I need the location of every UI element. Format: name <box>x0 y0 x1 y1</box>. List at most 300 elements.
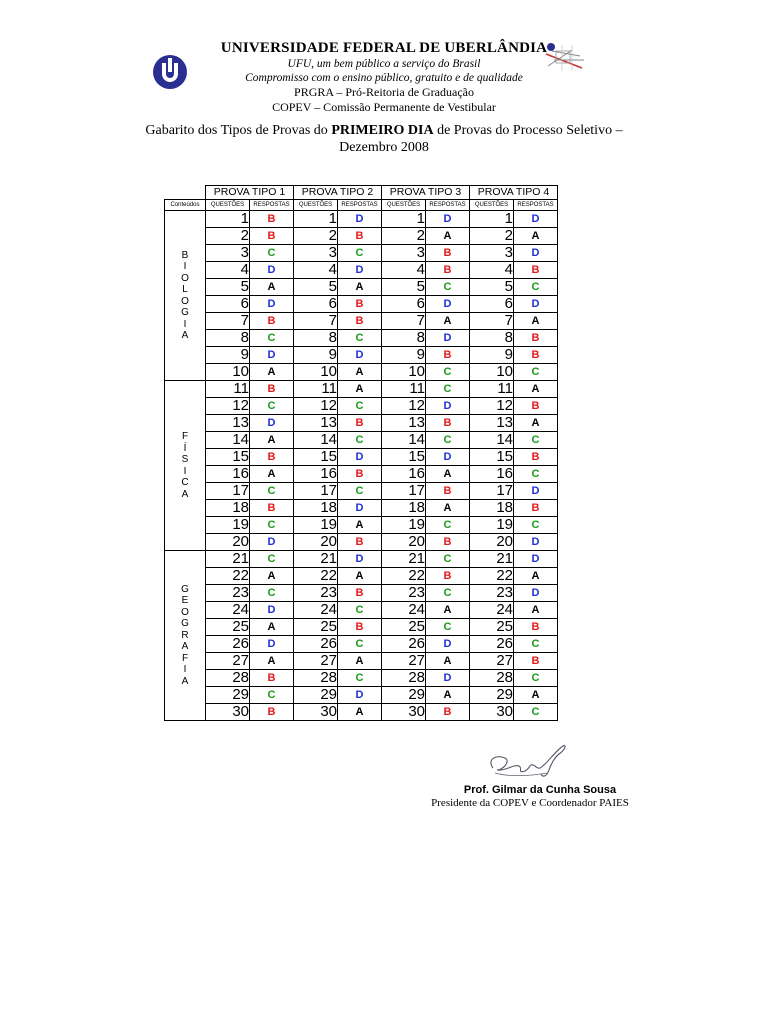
answer-cell: A <box>250 466 294 483</box>
answer-cell: A <box>250 364 294 381</box>
prova-tipo-3-header: PROVA TIPO 3 <box>382 186 470 200</box>
questoes-header: QUESTÕES <box>294 200 338 211</box>
question-number: 24 <box>294 602 338 619</box>
question-number: 1 <box>294 211 338 228</box>
question-number: 17 <box>206 483 250 500</box>
office-prgra: PRGRA – Pró-Reitoria de Graduação <box>294 85 474 99</box>
question-number: 25 <box>470 619 514 636</box>
answer-cell: C <box>338 432 382 449</box>
answer-cell: B <box>514 398 558 415</box>
answer-cell: A <box>514 687 558 704</box>
section-geografia <box>165 551 206 721</box>
question-number: 19 <box>470 517 514 534</box>
respostas-header: RESPOSTAS <box>250 200 294 211</box>
question-number: 22 <box>470 568 514 585</box>
section-letter: R <box>181 629 189 641</box>
section-label <box>165 584 205 688</box>
question-number: 23 <box>294 585 338 602</box>
answer-cell: D <box>250 262 294 279</box>
question-number: 14 <box>206 432 250 449</box>
answer-cell: C <box>426 517 470 534</box>
answer-cell: A <box>338 653 382 670</box>
answer-cell: A <box>250 568 294 585</box>
question-number: 26 <box>382 636 426 653</box>
section-letter: O <box>181 295 189 307</box>
answer-cell: D <box>338 262 382 279</box>
answer-cell: D <box>514 245 558 262</box>
answer-cell: B <box>514 347 558 364</box>
answer-cell: B <box>514 330 558 347</box>
answer-cell: A <box>426 687 470 704</box>
table-row <box>165 347 558 364</box>
question-number: 18 <box>470 500 514 517</box>
answer-cell: D <box>426 449 470 466</box>
section-letter: G <box>181 583 189 595</box>
question-number: 22 <box>206 568 250 585</box>
table-row <box>165 585 558 602</box>
answer-cell: A <box>514 602 558 619</box>
section-letter: B <box>181 249 189 261</box>
answer-cell: D <box>338 500 382 517</box>
question-number: 9 <box>206 347 250 364</box>
question-number: 17 <box>382 483 426 500</box>
answer-cell: B <box>338 585 382 602</box>
questoes-header: QUESTÕES <box>206 200 250 211</box>
question-number: 8 <box>470 330 514 347</box>
question-number: 15 <box>294 449 338 466</box>
answer-cell: B <box>250 228 294 245</box>
questoes-header: QUESTÕES <box>470 200 514 211</box>
question-number: 7 <box>382 313 426 330</box>
answer-cell: C <box>250 398 294 415</box>
section-letter: A <box>181 641 189 653</box>
signatory-name: Prof. Gilmar da Cunha Sousa <box>463 784 617 796</box>
answer-cell: C <box>250 585 294 602</box>
answer-cell: B <box>514 262 558 279</box>
prova-tipo-2-header: PROVA TIPO 2 <box>294 186 382 200</box>
question-number: 26 <box>206 636 250 653</box>
question-number: 6 <box>206 296 250 313</box>
question-number: 2 <box>294 228 338 245</box>
question-number: 29 <box>470 687 514 704</box>
answer-cell: C <box>514 432 558 449</box>
table-row <box>165 602 558 619</box>
answer-cell: A <box>426 653 470 670</box>
question-number: 10 <box>294 364 338 381</box>
question-number: 1 <box>382 211 426 228</box>
question-number: 12 <box>206 398 250 415</box>
section-letter: O <box>181 606 189 618</box>
question-number: 23 <box>382 585 426 602</box>
question-number: 18 <box>382 500 426 517</box>
table-row <box>165 364 558 381</box>
answer-cell: C <box>338 636 382 653</box>
answer-cell: A <box>426 313 470 330</box>
section-letter: E <box>181 595 189 607</box>
question-number: 21 <box>382 551 426 568</box>
answer-cell: A <box>338 381 382 398</box>
question-number: 5 <box>206 279 250 296</box>
answer-cell: D <box>514 483 558 500</box>
answer-cell: D <box>338 551 382 568</box>
question-number: 7 <box>206 313 250 330</box>
question-number: 1 <box>206 211 250 228</box>
table-row <box>165 568 558 585</box>
question-number: 20 <box>206 534 250 551</box>
title-date: Dezembro 2008 <box>339 140 429 155</box>
question-number: 3 <box>382 245 426 262</box>
question-number: 4 <box>206 262 250 279</box>
answer-cell: B <box>426 347 470 364</box>
section-letter: A <box>181 675 189 687</box>
question-number: 23 <box>470 585 514 602</box>
question-number: 8 <box>294 330 338 347</box>
answer-cell: B <box>338 466 382 483</box>
section-letter: G <box>181 618 189 630</box>
prova-tipo-4-header: PROVA TIPO 4 <box>470 186 558 200</box>
signature-image <box>485 740 575 785</box>
question-number: 16 <box>470 466 514 483</box>
question-number: 22 <box>294 568 338 585</box>
answer-cell: D <box>426 670 470 687</box>
question-number: 30 <box>206 704 250 721</box>
answer-cell: D <box>338 687 382 704</box>
answer-cell: C <box>338 483 382 500</box>
answer-cell: B <box>250 381 294 398</box>
question-number: 20 <box>294 534 338 551</box>
table-row <box>165 432 558 449</box>
answer-cell: C <box>338 330 382 347</box>
question-number: 3 <box>294 245 338 262</box>
question-number: 8 <box>206 330 250 347</box>
answer-cell: D <box>250 636 294 653</box>
table-row <box>165 262 558 279</box>
table-row <box>165 517 558 534</box>
question-number: 11 <box>470 381 514 398</box>
question-number: 18 <box>294 500 338 517</box>
question-number: 8 <box>382 330 426 347</box>
question-number: 5 <box>294 279 338 296</box>
question-number: 20 <box>382 534 426 551</box>
question-number: 28 <box>294 670 338 687</box>
table-row <box>165 330 558 347</box>
table-row <box>165 704 558 721</box>
answer-cell: A <box>426 500 470 517</box>
question-number: 28 <box>382 670 426 687</box>
answer-cell: D <box>426 398 470 415</box>
question-number: 16 <box>294 466 338 483</box>
answer-cell: D <box>426 330 470 347</box>
question-number: 5 <box>382 279 426 296</box>
answer-cell: B <box>426 415 470 432</box>
section-letter: I <box>183 664 187 676</box>
title-bold: PRIMEIRO DIA <box>331 123 434 138</box>
question-number: 2 <box>382 228 426 245</box>
answer-cell: C <box>514 279 558 296</box>
table-row <box>165 687 558 704</box>
answer-cell: C <box>338 670 382 687</box>
question-number: 19 <box>382 517 426 534</box>
answer-cell: C <box>426 381 470 398</box>
question-number: 13 <box>382 415 426 432</box>
answer-cell: D <box>514 551 558 568</box>
answer-cell: D <box>250 534 294 551</box>
answer-cell: B <box>426 483 470 500</box>
table-row <box>165 449 558 466</box>
question-number: 7 <box>294 313 338 330</box>
answer-cell: B <box>338 296 382 313</box>
question-number: 10 <box>206 364 250 381</box>
answer-cell: A <box>426 602 470 619</box>
question-number: 6 <box>382 296 426 313</box>
answer-cell: C <box>426 551 470 568</box>
answer-cell: A <box>338 364 382 381</box>
question-number: 14 <box>382 432 426 449</box>
answer-cell: C <box>338 245 382 262</box>
table-row <box>165 483 558 500</box>
question-number: 10 <box>470 364 514 381</box>
question-number: 28 <box>470 670 514 687</box>
tagline-1: UFU, um bem público a serviço do Brasil <box>287 58 481 70</box>
table-row <box>165 279 558 296</box>
answer-cell: C <box>250 517 294 534</box>
title-post: de Provas do Processo Seletivo – <box>433 123 623 138</box>
answer-cell: A <box>514 568 558 585</box>
answer-cell: A <box>250 653 294 670</box>
answer-cell: A <box>338 517 382 534</box>
answer-cell: D <box>250 602 294 619</box>
answer-cell: C <box>514 364 558 381</box>
section-letter: L <box>182 284 188 295</box>
question-number: 25 <box>206 619 250 636</box>
question-number: 5 <box>470 279 514 296</box>
question-number: 12 <box>294 398 338 415</box>
question-number: 15 <box>382 449 426 466</box>
sub-header-row <box>165 200 558 211</box>
section-letter: I <box>183 465 187 477</box>
question-number: 4 <box>382 262 426 279</box>
answer-cell: C <box>338 398 382 415</box>
question-number: 12 <box>470 398 514 415</box>
answer-cell: A <box>338 704 382 721</box>
section-letter: G <box>181 307 189 318</box>
answer-cell: D <box>426 211 470 228</box>
question-number: 9 <box>294 347 338 364</box>
answer-cell: B <box>514 449 558 466</box>
question-number: 23 <box>206 585 250 602</box>
section-letter: Í <box>183 442 187 454</box>
answer-cell: B <box>338 415 382 432</box>
question-number: 27 <box>206 653 250 670</box>
question-number: 28 <box>206 670 250 687</box>
question-number: 17 <box>294 483 338 500</box>
table-row <box>165 534 558 551</box>
question-number: 21 <box>470 551 514 568</box>
answer-cell: A <box>514 381 558 398</box>
question-number: 10 <box>382 364 426 381</box>
section-letter: O <box>181 272 189 284</box>
answer-cell: B <box>338 313 382 330</box>
table-row <box>165 245 558 262</box>
question-number: 25 <box>382 619 426 636</box>
answer-cell: A <box>250 619 294 636</box>
question-number: 21 <box>294 551 338 568</box>
answer-key-table <box>164 185 558 721</box>
question-number: 27 <box>382 653 426 670</box>
question-number: 13 <box>206 415 250 432</box>
answer-cell: C <box>426 279 470 296</box>
answer-cell: B <box>426 262 470 279</box>
table-row <box>165 415 558 432</box>
answer-cell: B <box>338 619 382 636</box>
question-number: 25 <box>294 619 338 636</box>
answer-cell: A <box>514 228 558 245</box>
answer-cell: A <box>426 466 470 483</box>
title-pre: Gabarito dos Tipos de Provas do <box>145 123 332 138</box>
question-number: 18 <box>206 500 250 517</box>
answer-cell: D <box>426 296 470 313</box>
answer-cell: D <box>338 211 382 228</box>
section-label <box>165 431 205 500</box>
university-name: UNIVERSIDADE FEDERAL DE UBERLÂNDIA <box>220 40 548 56</box>
table-row <box>165 381 558 398</box>
question-number: 15 <box>206 449 250 466</box>
answer-cell: D <box>338 449 382 466</box>
answer-cell: D <box>250 347 294 364</box>
question-number: 9 <box>382 347 426 364</box>
answer-cell: B <box>250 704 294 721</box>
answer-cell: A <box>250 279 294 296</box>
question-number: 12 <box>382 398 426 415</box>
table-row <box>165 500 558 517</box>
question-number: 26 <box>470 636 514 653</box>
answer-cell: C <box>250 245 294 262</box>
question-number: 2 <box>470 228 514 245</box>
question-number: 1 <box>470 211 514 228</box>
section-letter: I <box>183 318 187 330</box>
answer-cell: C <box>514 636 558 653</box>
document-header <box>0 40 768 115</box>
answer-cell: C <box>514 704 558 721</box>
question-number: 4 <box>294 262 338 279</box>
answer-cell: C <box>426 364 470 381</box>
question-number: 21 <box>206 551 250 568</box>
signatory-role: Presidente da COPEV e Coordenador PAIES <box>431 797 629 809</box>
answer-cell: B <box>250 500 294 517</box>
section-letter: I <box>183 261 187 272</box>
answer-cell: B <box>426 534 470 551</box>
question-number: 14 <box>294 432 338 449</box>
question-number: 3 <box>470 245 514 262</box>
question-number: 16 <box>206 466 250 483</box>
question-number: 14 <box>470 432 514 449</box>
section-letter: A <box>181 488 189 500</box>
question-number: 15 <box>470 449 514 466</box>
answer-cell: D <box>514 211 558 228</box>
question-number: 24 <box>206 602 250 619</box>
question-number: 6 <box>294 296 338 313</box>
answer-cell: B <box>514 619 558 636</box>
answer-cell: D <box>426 636 470 653</box>
answer-cell: C <box>426 619 470 636</box>
question-number: 6 <box>470 296 514 313</box>
section-label <box>165 250 205 342</box>
answer-cell: D <box>514 534 558 551</box>
answer-cell: A <box>338 568 382 585</box>
question-number: 16 <box>382 466 426 483</box>
answer-cell: C <box>426 585 470 602</box>
section-letter: S <box>181 454 189 465</box>
answer-cell: B <box>426 568 470 585</box>
question-number: 30 <box>382 704 426 721</box>
page-title <box>0 122 768 156</box>
table-row <box>165 653 558 670</box>
answer-cell: C <box>426 432 470 449</box>
table-row <box>165 636 558 653</box>
section-física <box>165 381 206 551</box>
answer-cell: C <box>250 551 294 568</box>
table-row <box>165 551 558 568</box>
respostas-header: RESPOSTAS <box>514 200 558 211</box>
answer-cell: C <box>250 687 294 704</box>
question-number: 29 <box>294 687 338 704</box>
answer-cell: C <box>514 517 558 534</box>
answer-cell: D <box>250 415 294 432</box>
question-number: 17 <box>470 483 514 500</box>
question-number: 19 <box>294 517 338 534</box>
question-number: 24 <box>382 602 426 619</box>
questoes-header: QUESTÕES <box>382 200 426 211</box>
question-number: 11 <box>206 381 250 398</box>
answer-cell: A <box>514 313 558 330</box>
question-number: 24 <box>470 602 514 619</box>
blank-corner <box>165 186 206 200</box>
answer-cell: D <box>514 296 558 313</box>
table-row <box>165 466 558 483</box>
question-number: 30 <box>294 704 338 721</box>
question-number: 7 <box>470 313 514 330</box>
question-number: 29 <box>206 687 250 704</box>
answer-cell: B <box>250 670 294 687</box>
table-row <box>165 619 558 636</box>
answer-cell: B <box>426 245 470 262</box>
answer-cell: C <box>338 602 382 619</box>
answer-cell: B <box>250 449 294 466</box>
section-letter: A <box>181 330 189 341</box>
answer-cell: C <box>250 330 294 347</box>
answer-cell: C <box>250 483 294 500</box>
table-row <box>165 398 558 415</box>
answer-cell: A <box>426 228 470 245</box>
answer-cell: C <box>514 466 558 483</box>
question-number: 27 <box>294 653 338 670</box>
answer-cell: A <box>338 279 382 296</box>
answer-cell: B <box>426 704 470 721</box>
answer-cell: D <box>250 296 294 313</box>
tagline-2: Compromisso com o ensino público, gratuito e de qualidade <box>245 72 523 84</box>
table-row <box>165 670 558 687</box>
answer-cell: B <box>250 313 294 330</box>
question-number: 20 <box>470 534 514 551</box>
question-number: 11 <box>294 381 338 398</box>
question-number: 9 <box>470 347 514 364</box>
section-biologia <box>165 211 206 381</box>
question-number: 27 <box>470 653 514 670</box>
question-number: 22 <box>382 568 426 585</box>
answer-cell: B <box>514 500 558 517</box>
respostas-header: RESPOSTAS <box>426 200 470 211</box>
answer-cell: A <box>514 415 558 432</box>
